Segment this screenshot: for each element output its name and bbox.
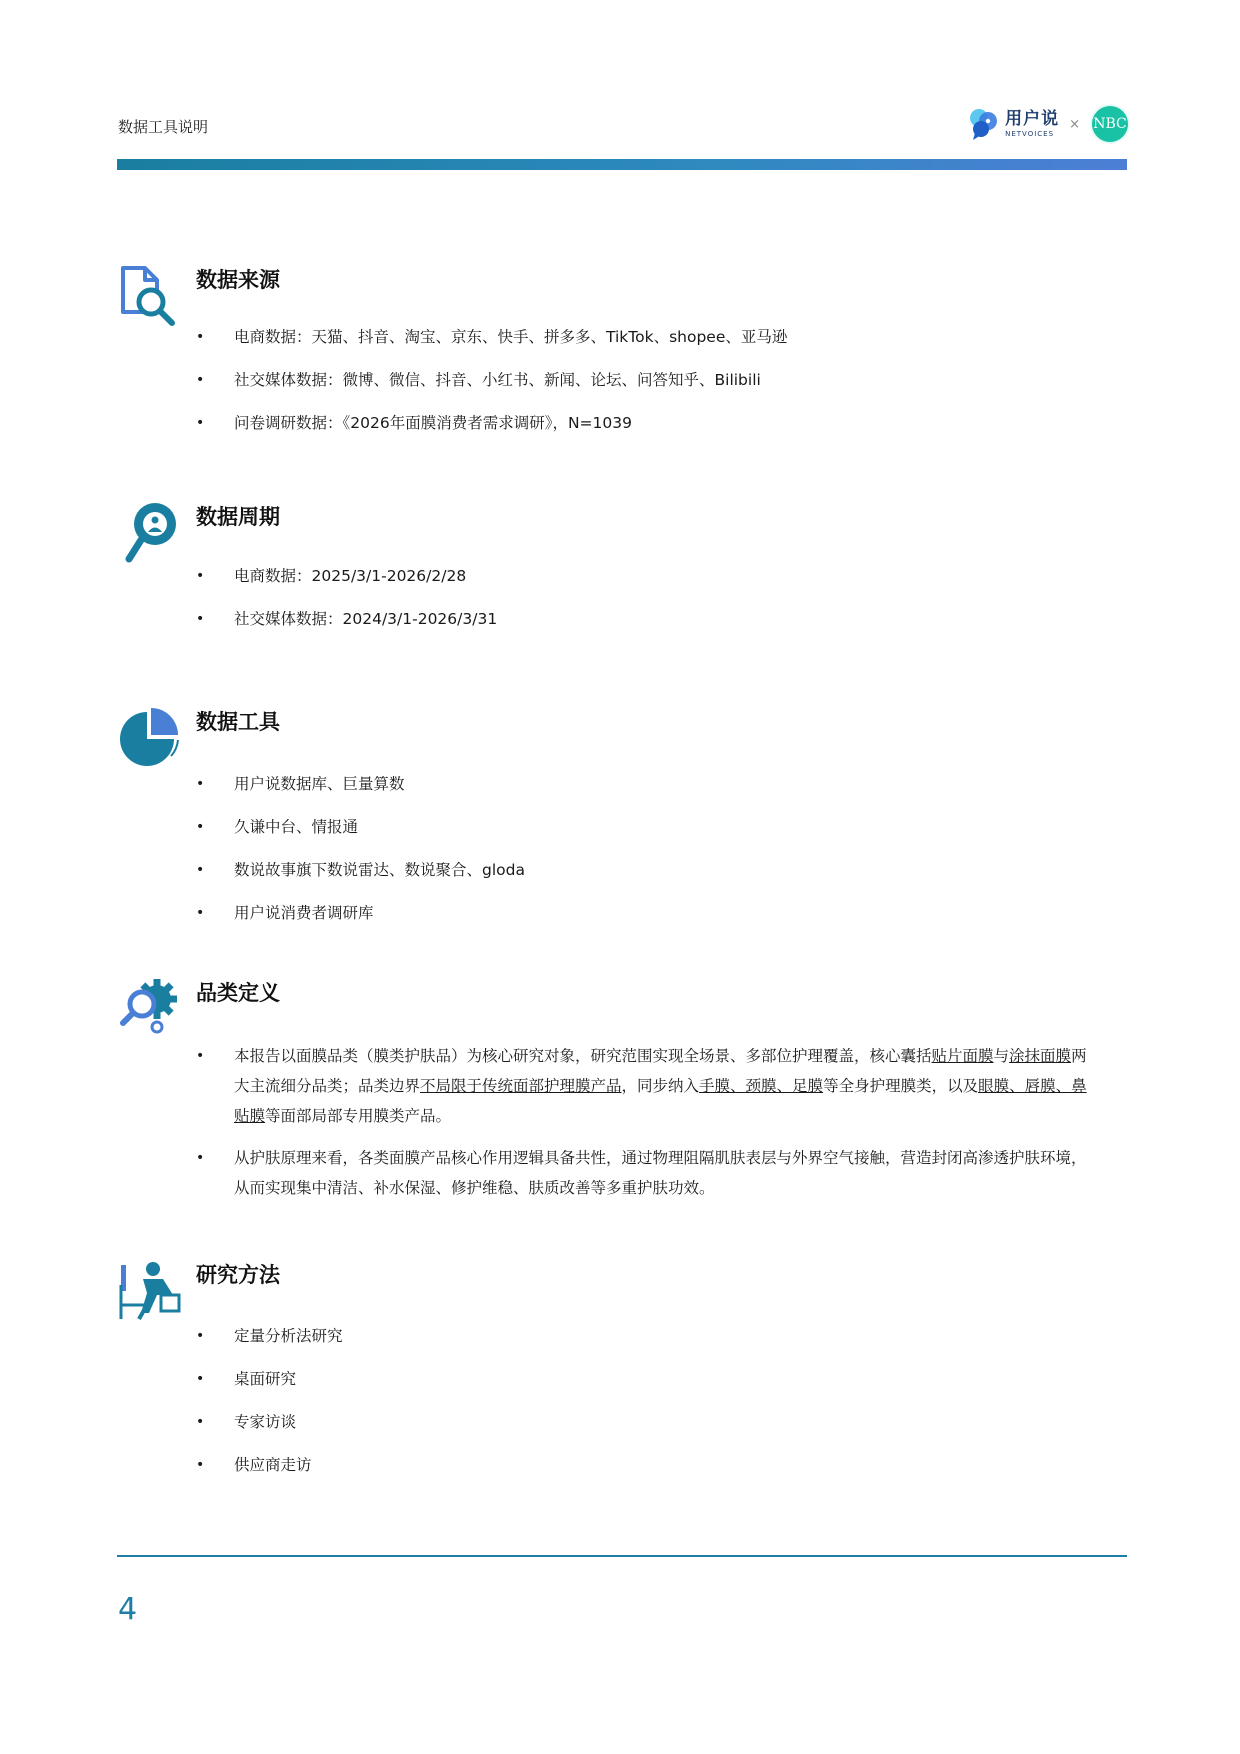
section-title: 数据工具 xyxy=(196,710,280,734)
section-title: 研究方法 xyxy=(196,1263,280,1287)
list-item: • 用户说数据库、巨量算数 xyxy=(196,772,525,815)
person-desk-icon xyxy=(117,1257,183,1323)
list-item: • 供应商走访 xyxy=(196,1453,343,1496)
netvoices-logo-icon xyxy=(969,107,999,141)
section-title: 品类定义 xyxy=(196,981,280,1005)
source-list xyxy=(196,325,787,454)
underlined-term: 不局限于传统面部护理膜产品 xyxy=(420,1077,622,1095)
nbc-logo: NBC xyxy=(1090,104,1130,144)
text-segment: 与 xyxy=(993,1047,1010,1065)
list-item: • 定量分析法研究 xyxy=(196,1324,343,1367)
text-segment: 本报告以面膜品类（膜类护肤品）为核心研究对象，研究范围实现全场景、多部位护理覆盖，核心囊括 xyxy=(234,1047,932,1065)
list-item: • 电商数据：天猫、抖音、淘宝、京东、快手、拼多多、TikTok、shopee、亚马逊 xyxy=(196,325,787,368)
section-data-tools xyxy=(117,704,1137,934)
list-item: • 问卷调研数据：《2026年面膜消费者需求调研》，N=1039 xyxy=(196,411,787,454)
section-title: 数据来源 xyxy=(196,268,280,292)
brand-name-cn: 用户说 xyxy=(1005,108,1060,129)
underlined-term: 眼膜、唇膜、鼻贴膜 xyxy=(234,1077,1087,1125)
method-list xyxy=(196,1324,343,1496)
text-segment: 等面部局部专用膜类产品。 xyxy=(265,1107,452,1125)
brand-times: × xyxy=(1069,116,1080,132)
header-bar xyxy=(117,159,1127,170)
footer-divider xyxy=(117,1555,1127,1557)
brand-name-en: NETVOICES xyxy=(1005,129,1055,138)
list-item: • 桌面研究 xyxy=(196,1367,343,1410)
section-data-period xyxy=(117,499,1137,639)
list-item: • 社交媒体数据：微博、微信、抖音、小红书、新闻、论坛、问答知乎、Bilibili xyxy=(196,368,787,411)
category-list xyxy=(196,1041,1096,1215)
section-research-method xyxy=(117,1257,1137,1487)
tools-list xyxy=(196,772,525,944)
section-title: 数据周期 xyxy=(196,505,280,529)
list-item: • 久谦中台、情报通 xyxy=(196,815,525,858)
header-title: 数据工具说明 xyxy=(118,118,209,136)
gear-search-icon xyxy=(117,975,183,1041)
list-item: • 专家访谈 xyxy=(196,1410,343,1453)
list-item: • 电商数据：2025/3/1-2026/2/28 xyxy=(196,564,497,607)
document-search-icon xyxy=(117,262,183,328)
underlined-term: 贴片面膜 xyxy=(931,1047,994,1065)
brand-logos xyxy=(969,104,1130,144)
underlined-term: 涂抹面膜 xyxy=(1009,1047,1072,1065)
section-data-source xyxy=(117,262,1137,452)
list-item: • 数说故事旗下数说雷达、数说聚合、gloda xyxy=(196,858,525,901)
category-paragraph-2: • 从护肤原理来看，各类面膜产品核心作用逻辑具备共性，通过物理阻隔肌肤表层与外界空气接触，营造封闭高渗透护肤环境，从而实现集中清洁、补水保湿、修护维稳、肤质改善等多重护肤功效。 xyxy=(196,1143,1096,1203)
text-segment: 等全身护理膜类，以及 xyxy=(823,1077,979,1095)
list-item: • 社交媒体数据：2024/3/1-2026/3/31 xyxy=(196,607,497,650)
person-search-icon xyxy=(117,499,183,565)
category-paragraph-1 xyxy=(196,1041,1096,1131)
page-number: 4 xyxy=(118,1592,138,1627)
text-segment: 两大主流细分品类；品类边界 xyxy=(234,1047,1087,1095)
period-list xyxy=(196,564,497,650)
pie-chart-icon xyxy=(117,704,183,770)
underlined-term: 手膜、颈膜、足膜 xyxy=(699,1077,824,1095)
section-category-definition xyxy=(117,975,1137,1225)
netvoices-logo xyxy=(969,107,1059,141)
list-item: • 用户说消费者调研库 xyxy=(196,901,525,944)
text-segment: ，同步纳入 xyxy=(621,1077,700,1095)
